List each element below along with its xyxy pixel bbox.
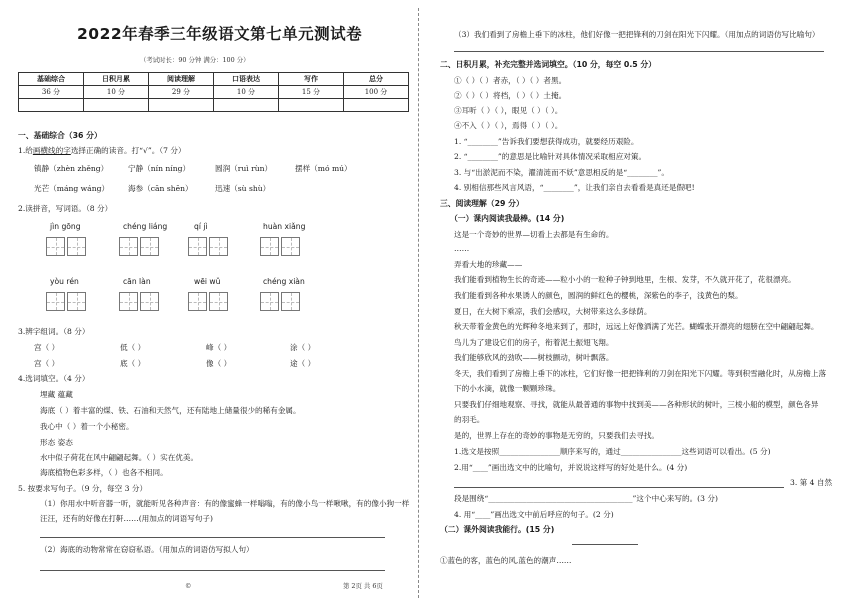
q4-sentence[interactable]: 我心中（ ）着一个小秘密。	[40, 422, 134, 431]
writing-grid[interactable]	[188, 237, 228, 256]
score-points-cell: 10 分	[214, 86, 279, 99]
passage-line: 我们能够欣风的劲吹——树枝颤动，树叶飘落。	[454, 353, 614, 362]
reading-question[interactable]: 2.用“____”画出选文中的比喻句，并说说这样写的好处是什么。(4 分)	[454, 463, 688, 472]
q1-item[interactable]: 宁静（nín níng）	[128, 164, 191, 173]
score-blank-cell[interactable]	[214, 99, 279, 112]
q3-item[interactable]: 低（ ）	[120, 343, 146, 352]
score-blank-cell[interactable]	[84, 99, 149, 112]
answer-line[interactable]	[40, 537, 385, 538]
passage-line: 夏日，在大树下乘凉，我们会感叹，大树带来这么多绿荫。	[454, 307, 652, 316]
writing-grid[interactable]	[119, 292, 159, 311]
writing-cell[interactable]	[209, 292, 228, 311]
q3-item[interactable]: 宫（ ）	[34, 359, 60, 368]
writing-grid[interactable]	[260, 237, 300, 256]
passage-line: 秋天带着金黄色的光辉种冬地来到了，那时，远远上好像洒满了光芒。蝴蝶张开漂亮的翅膀在空中翩翩起舞。	[454, 322, 819, 331]
passage-line: 我们能看到植物生长的奇迹——粒小小的一粒种子钟到地里，生根、发芽，不久就开花了，花很漂亮。	[454, 275, 796, 284]
score-table-blank-row	[19, 99, 409, 112]
writing-cell[interactable]	[119, 292, 138, 311]
title-blank-line[interactable]	[572, 544, 638, 545]
q4-label: 4.选词填空。（4 分）	[18, 374, 90, 383]
part2-question[interactable]: 3. 与“出淤泥而不染，濯清涟而不妖”意思相反的是“________”。	[454, 168, 670, 177]
writing-cell[interactable]	[46, 237, 65, 256]
writing-cell[interactable]	[119, 237, 138, 256]
score-blank-cell[interactable]	[279, 99, 344, 112]
q3-item[interactable]: 途（ ）	[290, 359, 316, 368]
score-table	[18, 72, 409, 112]
q3-item[interactable]: 像（ ）	[206, 359, 232, 368]
writing-cell[interactable]	[260, 237, 279, 256]
score-points-cell: 100 分	[344, 86, 409, 99]
q1-item[interactable]: 摆样（mó mú）	[295, 164, 352, 173]
writing-grid[interactable]	[119, 237, 159, 256]
q4-sentence[interactable]: 水中似子荷花在风中翩翩起舞。（ ）实在优美。	[40, 453, 199, 462]
writing-grid[interactable]	[46, 292, 86, 311]
q5-prompt: 汪汪，还有的好像在打鼾……(用加点的词语写句子)	[40, 514, 213, 523]
part2-question[interactable]: 1. “________”告诉我们要想获得成功，就要经历艰险。	[454, 137, 639, 146]
pinyin-label: yòu rén	[50, 277, 79, 286]
pinyin-label: cān làn	[123, 277, 151, 286]
footer-mark: ©	[185, 582, 192, 590]
q1-label-rest: 选择正确的读音。打“√”。（7 分）	[70, 146, 186, 155]
q3-item[interactable]: 峰（ ）	[206, 343, 232, 352]
q2-label: 2.读拼音，写词语。（8 分）	[18, 204, 113, 213]
q5-label: 5. 按要求写句子。（9 分，每空 3 分）	[18, 484, 148, 493]
q1-label-underlined: 画横线的字	[32, 146, 71, 155]
pinyin-label: jìn gōng	[50, 222, 81, 231]
reading-question[interactable]: 段是围绕“______________________________________”这个中心来写的。(3 分)	[454, 494, 718, 503]
q5-3-prompt: （3）我们看到了房檐上垂下的冰柱，他们好像一把把锋利的刀剑在阳光下闪耀。（用加点的词语仿写比喻句）	[454, 30, 820, 39]
pinyin-label: wēi wǔ	[194, 277, 221, 286]
writing-cell[interactable]	[140, 292, 159, 311]
q4-sentence[interactable]: 海底（ ）着丰富的煤、铁、石油和天然气，还有陆地上储量很少的稀有金属。	[40, 406, 301, 415]
writing-cell[interactable]	[188, 237, 207, 256]
part2-question[interactable]: 2. “________”的意思是比喻针对具体情况采取相应对策。	[454, 152, 647, 161]
writing-grid[interactable]	[188, 292, 228, 311]
q1-item[interactable]: 光芒（máng wáng）	[34, 184, 110, 193]
writing-cell[interactable]	[188, 292, 207, 311]
writing-grid[interactable]	[260, 292, 300, 311]
idiom-item[interactable]: ②（ ）（ ）将档，（ ）（ ）土掩。	[454, 91, 567, 100]
pinyin-label: huàn xiǎng	[263, 222, 306, 231]
score-points-cell: 29 分	[149, 86, 214, 99]
q1-label	[18, 146, 186, 155]
q4-word-options: 埋藏 蕴藏	[40, 390, 73, 399]
passage-line: 的羽毛。	[454, 415, 485, 424]
passage-line: 下的小水滴，就像一颗颗珍珠。	[454, 384, 561, 393]
score-points-cell: 10 分	[84, 86, 149, 99]
q3-item[interactable]: 宫（ ）	[34, 343, 60, 352]
score-header-cell: 日积月累	[84, 73, 149, 86]
q1-item[interactable]: 圆润（ruì rùn）	[215, 164, 273, 173]
pinyin-label: chéng xiàn	[263, 277, 305, 286]
page-number: 第 2页 共 6页	[343, 582, 383, 590]
passage-line: ……	[454, 244, 470, 253]
q3-item[interactable]: 涂（ ）	[290, 343, 316, 352]
page-title: 2022年春季三年级语文第七单元测试卷	[77, 25, 363, 43]
passage-line: 是的，世界上存在的奇妙的事物是无穷的，只要我们去寻找。	[454, 431, 660, 440]
writing-grid[interactable]	[46, 237, 86, 256]
writing-cell[interactable]	[209, 237, 228, 256]
q1-item[interactable]: 海参（cān shēn）	[128, 184, 193, 193]
passage-line: 这是一个奇妙的世界—切看上去都是有生命的。	[454, 230, 614, 239]
exam-info: （考试时长：90 分钟 满分：100 分）	[140, 56, 250, 64]
q5-prompt: （2）海底的动物常常在窃窃私语。（用加点的词语仿写拟人句）	[40, 545, 254, 554]
q3-label: 3.辨字组词。（8 分）	[18, 327, 90, 336]
score-table-header-row	[19, 73, 409, 86]
writing-cell[interactable]	[140, 237, 159, 256]
score-points-cell: 36 分	[19, 86, 84, 99]
score-header-cell: 基础综合	[19, 73, 84, 86]
score-header-cell: 口语表达	[214, 73, 279, 86]
score-blank-cell[interactable]	[344, 99, 409, 112]
passage-line: 只要我们仔细地观察、寻找，就能从最普通的事物中找到美——各种形状的树叶，三棱小船的模型，颜色各异	[454, 400, 819, 409]
passage-line: 冬天，我们看到了房檐上垂下的冰柱，它们好像一把把锋利的刀剑在阳光下闪耀。等到积雪融化时，从房檐上落	[454, 369, 827, 378]
writing-cell[interactable]	[281, 237, 300, 256]
score-blank-cell[interactable]	[149, 99, 214, 112]
writing-cell[interactable]	[46, 292, 65, 311]
idiom-item[interactable]: ③耳听（ ）（ ），眼见（ ）（ ）。	[454, 106, 563, 115]
reading-question[interactable]: 1.选文是按照________________顺序来写的，通过________________这些词语可以看出。(5 分)	[454, 447, 771, 456]
idiom-item[interactable]: ①（ ）（ ）者赤，（ ）（ ）者黑。	[454, 76, 567, 85]
writing-cell[interactable]	[67, 237, 86, 256]
q5-prompt: （1）你用水中听音器一听，就能听见各种声音：有的像蜜蜂一样嗡嗡，有的像小鸟一样啾啾，有的像小狗一样	[40, 499, 410, 508]
passage-line: 我们能看到各种水果诱人的颜色，圆润的鲜红色的樱桃，深紫色的李子，浅黄色的梨。	[454, 291, 743, 300]
pinyin-label: qí jì	[194, 222, 208, 231]
score-blank-cell[interactable]	[19, 99, 84, 112]
writing-cell[interactable]	[260, 292, 279, 311]
passage-line: 鸟儿为了建设它们的房子，衔着泥土振翅飞翔。	[454, 338, 614, 347]
answer-line[interactable]	[454, 51, 824, 52]
q1-label-start: 1.给	[18, 146, 33, 155]
part3-sub2: （二）课外阅读我能行。(15 分)	[440, 525, 555, 534]
q4-sentence[interactable]: 海底植物色彩多样，（ ）也各不相同。	[40, 468, 168, 477]
score-points-cell: 15 分	[279, 86, 344, 99]
reading-question[interactable]: 4. 用“____”画出选文中前后呼应的句子。(2 分)	[454, 510, 614, 519]
score-header-cell: 总分	[344, 73, 409, 86]
part1-heading: 一、基础综合（36 分）	[18, 131, 102, 140]
score-header-cell: 写作	[279, 73, 344, 86]
score-header-cell: 阅读理解	[149, 73, 214, 86]
part3-heading: 三、阅读理解（29 分）	[440, 199, 524, 208]
score-table-points-row	[19, 86, 409, 99]
passage-line: 弄看大地的珍藏——	[454, 260, 523, 269]
part3-sub1: （一）课内阅读我最棒。(14 分)	[450, 214, 565, 223]
reading-question-tail: 3. 第 4 自然	[790, 478, 833, 487]
q3-item[interactable]: 底（ ）	[120, 359, 146, 368]
column-divider	[418, 8, 419, 598]
part2-heading: 二、日积月累，补充完整并选词填空。（10 分，每空 0.5 分）	[440, 60, 657, 69]
writing-cell[interactable]	[67, 292, 86, 311]
passage-line: ①蓝色的客，蓝色的风,蓝色的潮声……	[440, 556, 572, 565]
q1-item[interactable]: 迅速（sù shù）	[215, 184, 271, 193]
answer-line[interactable]	[454, 487, 784, 488]
idiom-item[interactable]: ④不入（ ）（ ），焉得（ ）（ ）。	[454, 121, 563, 130]
part2-question[interactable]: 4. 别相信那些风言风语，“________”，让我们亲自去看看是真还是假吧!	[454, 183, 695, 192]
pinyin-label: chéng liáng	[123, 222, 168, 231]
q1-item[interactable]: 镇静（zhèn zhěng）	[34, 164, 109, 173]
writing-cell[interactable]	[281, 292, 300, 311]
answer-line[interactable]	[40, 570, 385, 571]
q4-word-options: 形态 姿态	[40, 438, 73, 447]
